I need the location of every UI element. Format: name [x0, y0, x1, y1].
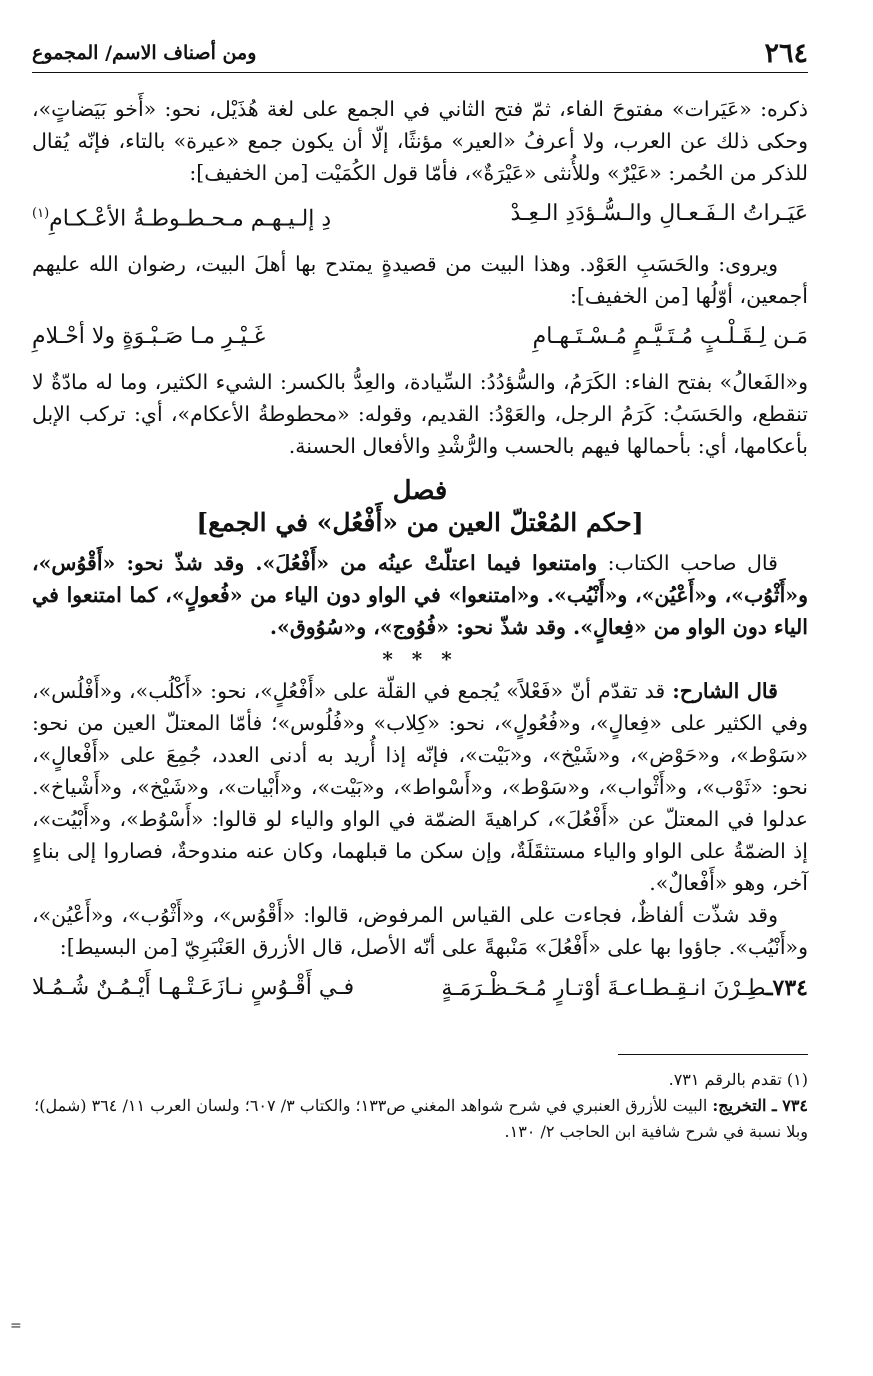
verse-3-first-hemistich-text: طِـرْنَ انـقِـطـاعـةَ أوْتـارٍ مُـحَـظْـرَمَـةٍ: [441, 976, 767, 1002]
footnote-1: (١) تقدم بالرقم ٧٣١.: [668, 1070, 808, 1090]
commentary-text: قد تقدّم أنّ «فَعْلاً» يُجمع في القلّة على «أَفْعُلٍ»، نحو: «أَكْلُب»، و«أَفْلُس»، وفي الكثير على «فِعالٍ»، و«فُعُولٍ»، نحو: «كِلاب» و«فُلُوس»؛ فأمّا المعتلّ العين من نحو: «سَوْط»، و«حَوْض»، و«شَيْخ»، و«بَيْت»، فإنّه إذا أُريد به أدنى العدد، جُمِعَ على «أَفْعالٍ»، نحو: «ثَوْب»، و«أَثْواب»، و«سَوْط»، و«أَسْواط»، و«بَيْت»، و«أَبْيات»، و«شَيْخ»، و«أَشْياخ». عدلوا في المعتلّ عن «أَفْعُلَ»، كراهيةَ الضمّة في الواو والياء لو قالوا: «أَسْوُط»، و«أَبْيُت»، إذ الضمّةُ على الواو والياء مستثقَلَةٌ، وإن سكن ما قبلهما، وكان عنه مندوحةٌ، فصاروا إلى بناءٍ آخر، وهو «أَفْعالٌ».: [32, 679, 808, 896]
verse-2-first-hemistich: مَـن لِـقَـلْـبٍ مُـتَـيَّـمٍ مُـسْـتَـهـامِ: [532, 324, 808, 350]
verse-3-number: ٧٣٤ـ: [766, 975, 808, 1002]
verse-3-second-hemistich: فـي أَقْـوُسٍ نـازَعَـتْـهـا أَيْـمُـنٌ شُـمُـلا: [32, 975, 355, 1001]
footnote-marker: (١): [32, 206, 50, 221]
commentary: [32, 675, 808, 899]
main-text: [32, 547, 808, 643]
paragraph-3: و«الفَعالُ» بفتح الفاء: الكَرَمُ، والسُّؤدُدُ: السِّيادة، والعِدُّ بالكسر: الشيء الكثير، وما له مادّةٌ لا تنقطع، والحَسَبُ: كَرَمُ الرجل، والعَوْدُ: القديم، وقوله: «محطوطةُ الأعكام»، أي: تركب الإبل بأعكامها، أي: بأحمالها فيهم بالحسب والرُّشْدِ والأفعال الحسنة.: [32, 370, 808, 459]
chapter-heading: فصل: [392, 476, 448, 507]
footnote-separator: [618, 1054, 808, 1055]
section-divider: * * *: [382, 647, 458, 672]
verse-1-first-hemistich-text: عَيَـراتُ الـفَـعـالِ والـسُّـؤدَدِ الـعِـدْ: [510, 201, 808, 226]
verse-1-second-hemistich-text: دِ إلـيـهـم مـحـطـوطـةُ الأعْـكـامِ: [49, 206, 332, 232]
verse-1-first-hemistich: [510, 197, 808, 236]
main-text-bold: وامتنعوا فيما اعتلّتْ عينُه من «أَفْعُلَ». وقد شذّ نحو: «أَقْوُس»، و«أَثْوُب»، و«أَعْيُن»، و«أَنْيُب». و«امتنعوا» في الواو دون الياء من «فُعولٍ»، كما امتنعوا في الياء دون الواو من «فِعالٍ». وقد شذّ نحو: «فُوُوج»، و«سُوُوق».: [32, 551, 808, 640]
margin-mark: =: [10, 1318, 22, 1334]
paragraph-1: ذكره: «عَيَرات» مفتوحَ الفاء، ثمّ فتح الثاني في الجمع على لغة هُذَيْل، نحو: «أَخو بَيَضاتٍ»، وحكى ذلك عن العرب، ولا أعرفُ «العير» مؤنثًا، إلّا أن يكون جمع «عيرة» بالتاء، فإنّه يُقال للذكر من الحُمر: «عَيْرٌ» وللأُنثى «عَيْرَةٌ»، فأمّا قول الكُمَيْت [من الخفيف]:: [32, 97, 808, 185]
verse-3: [32, 971, 808, 1006]
chapter-subtitle: [حكم المُعْتلّ العين من «أَفْعُل» في الجمع]: [196, 508, 644, 538]
verse-1-second-hemistich: [32, 197, 331, 236]
commentary-label: قال الشارح:: [672, 679, 778, 704]
footnote-2-text: البيت للأزرق العنبري في شرح شواهد المغني ص١٣٣؛ والكتاب ٣/ ٦٠٧؛ ولسان العرب ١١/ ٣٦٤ (شمل)؛ وبلا نسبة في شرح شافية ابن الحاجب ٢/ ١٣٠.: [34, 1096, 808, 1142]
book-page: [32, 38, 808, 1348]
page-number: ٢٦٤: [764, 38, 808, 69]
verse-2: [32, 320, 808, 354]
page-header: [32, 38, 808, 73]
paragraph-4: وقد شذّت ألفاظٌ، فجاءت على القياس المرفوض، قالوا: «أَقْوُس»، و«أَثْوُب»، و«أَعْيُن»، و«أَنْيُب». جاؤوا بها على «أَفْعُلَ» مَنْبهةً على أنّه الأصل، قال الأزرق العَنْبَرِيّ [من البسيط]:: [32, 903, 808, 960]
verse-1: [32, 197, 808, 236]
main-text-intro: قال صاحب الكتاب:: [607, 551, 778, 576]
verse-2-second-hemistich: غَـيْـرِ مـا صَـبْـوَةٍ ولا أحْـلامِ: [32, 324, 266, 350]
paragraph-2: ويروى: والحَسَبِ العَوْد. وهذا البيت من قصيدةٍ يمتدح بها أهلَ البيت، رضوان الله عليهم أجمعين، أوّلُها [من الخفيف]:: [32, 252, 808, 309]
running-title: ومن أصناف الاسم/ المجموع: [32, 42, 257, 64]
footnote-2: [32, 1093, 808, 1145]
verse-3-first-hemistich: [441, 971, 808, 1006]
footnote-2-label: ٧٣٤ ـ التخريج:: [712, 1096, 808, 1116]
footnotes: [32, 1067, 808, 1145]
